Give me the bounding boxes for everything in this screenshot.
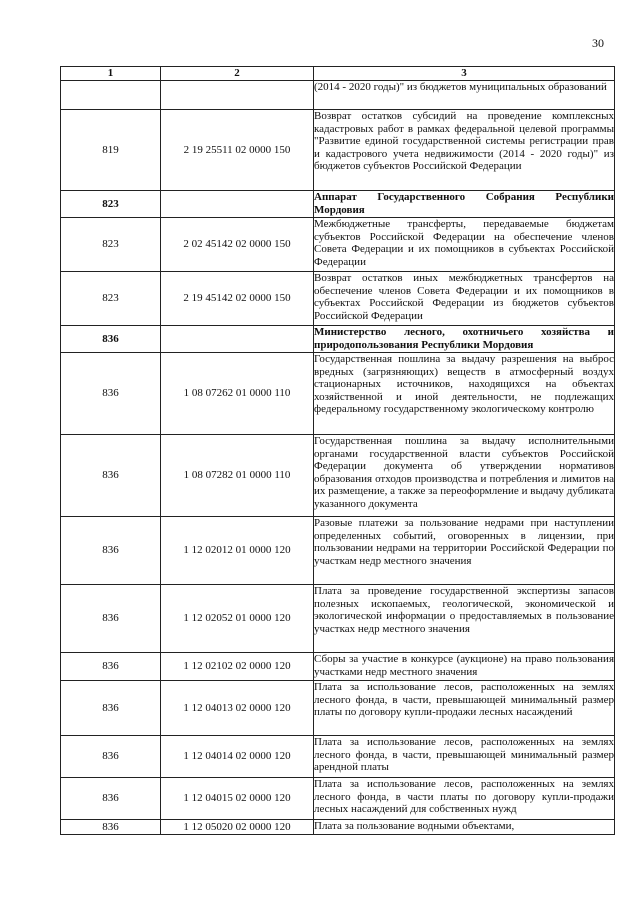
description-cell: Плата за использование лесов, расположенных на землях лесного фонда, в части, превышающей минимальный размер арендной платы bbox=[314, 736, 615, 778]
column-header-1: 1 bbox=[61, 67, 161, 81]
table-row bbox=[61, 585, 615, 653]
income-code-cell: 1 12 02102 02 0000 120 bbox=[161, 653, 314, 681]
table-row bbox=[61, 218, 615, 272]
table-row bbox=[61, 435, 615, 517]
income-code-cell bbox=[161, 191, 314, 218]
budget-codes-table bbox=[60, 66, 615, 835]
column-header-3: 3 bbox=[314, 67, 615, 81]
income-code-cell: 2 19 25511 02 0000 150 bbox=[161, 110, 314, 191]
table-row-section bbox=[61, 191, 615, 218]
table-row bbox=[61, 110, 615, 191]
page-number: 30 bbox=[592, 36, 604, 50]
admin-code-cell: 819 bbox=[61, 110, 161, 191]
column-header-2: 2 bbox=[161, 67, 314, 81]
description-cell: Возврат остатков субсидий на проведение комплексных кадастровых работ в рамках федеральной целевой программы "Развитие единой государственной системы регистрации прав и кадастрового учета недвижимости (2014 - 2020 годы)" из бюджетов субъектов Российской Федерации bbox=[314, 110, 615, 191]
income-code-cell: 1 12 05020 02 0000 120 bbox=[161, 820, 314, 835]
description-cell: Сборы за участие в конкурсе (аукционе) на право пользования участками недр местного значения bbox=[314, 653, 615, 681]
admin-code-cell: 836 bbox=[61, 736, 161, 778]
description-cell: Государственная пошлина за выдачу разрешения на выброс вредных (загрязняющих) веществ в атмосферный воздух стационарных источников, находящихся на объектах хозяйственной и иной деятельности, не подлежащих федеральному государственному экологическому контролю bbox=[314, 353, 615, 435]
description-cell: Плата за пользование водными объектами, bbox=[314, 820, 615, 835]
section-title-cell: Министерство лесного, охотничьего хозяйства и природопользования Республики Мордовия bbox=[314, 326, 614, 351]
table-header-row bbox=[61, 67, 615, 81]
table-row-section bbox=[61, 326, 615, 353]
income-code-cell bbox=[161, 326, 314, 353]
section-title-cell: Аппарат Государственного Собрания Республики Мордовия bbox=[314, 191, 614, 216]
income-code-cell: 1 08 07262 01 0000 110 bbox=[161, 353, 314, 435]
table-row bbox=[61, 81, 615, 110]
admin-code-cell: 836 bbox=[61, 778, 161, 820]
admin-code-cell: 836 bbox=[61, 517, 161, 585]
income-code-cell bbox=[161, 81, 314, 110]
description-cell: Разовые платежи за пользование недрами при наступлении определенных событий, оговоренных в лицензии, при пользовании недрами на территории Российской Федерации по участкам недр местного значения bbox=[314, 517, 615, 585]
description-cell: (2014 - 2020 годы)" из бюджетов муниципальных образований bbox=[314, 81, 615, 110]
admin-code-cell: 823 bbox=[61, 218, 161, 272]
admin-code-cell: 836 bbox=[61, 820, 161, 835]
admin-code-cell: 836 bbox=[61, 353, 161, 435]
description-cell: Плата за проведение государственной экспертизы запасов полезных ископаемых, геологической, экономической и экологической информации о предоставляемых в пользование участках недр местного значения bbox=[314, 585, 615, 653]
description-cell: Плата за использование лесов, расположенных на землях лесного фонда, в части платы по договору купли-продажи лесных насаждений для собственных нужд bbox=[314, 778, 615, 820]
admin-code-cell: 823 bbox=[61, 272, 161, 326]
admin-code-cell: 836 bbox=[61, 585, 161, 653]
table-row bbox=[61, 653, 615, 681]
admin-code-cell: 836 bbox=[61, 326, 161, 353]
income-code-cell: 1 12 04013 02 0000 120 bbox=[161, 681, 314, 736]
table-row bbox=[61, 681, 615, 736]
income-code-cell: 1 08 07282 01 0000 110 bbox=[161, 435, 314, 517]
table-row bbox=[61, 736, 615, 778]
admin-code-cell: 836 bbox=[61, 653, 161, 681]
admin-code-cell bbox=[61, 81, 161, 110]
admin-code-cell: 836 bbox=[61, 681, 161, 736]
table-row bbox=[61, 353, 615, 435]
income-code-cell: 1 12 04015 02 0000 120 bbox=[161, 778, 314, 820]
admin-code-cell: 836 bbox=[61, 435, 161, 517]
table-row bbox=[61, 820, 615, 835]
income-code-cell: 2 19 45142 02 0000 150 bbox=[161, 272, 314, 326]
income-code-cell: 2 02 45142 02 0000 150 bbox=[161, 218, 314, 272]
description-cell: Плата за использование лесов, расположенных на землях лесного фонда, в части, превышающей минимальный размер платы по договору купли-продажи лесных насаждений bbox=[314, 681, 615, 736]
description-cell: Государственная пошлина за выдачу исполнительными органами государственной власти субъектов Российской Федерации документа об утверждении нормативов образования отходов производства и потребления и лимитов на их размещение, а также за переоформление и выдачу дубликата указанного документа bbox=[314, 435, 615, 517]
income-code-cell: 1 12 04014 02 0000 120 bbox=[161, 736, 314, 778]
description-cell: Возврат остатков иных межбюджетных трансфертов на обеспечение членов Совета Федерации и их помощников в субъектах Российской Федерации из бюджетов субъектов Российской Федерации bbox=[314, 272, 615, 326]
admin-code-cell: 823 bbox=[61, 191, 161, 218]
table-row bbox=[61, 517, 615, 585]
income-code-cell: 1 12 02012 01 0000 120 bbox=[161, 517, 314, 585]
description-cell: Межбюджетные трансферты, передаваемые бюджетам субъектов Российской Федерации на обеспечение членов Совета Федерации и их помощников в субъектах Российской Федерации bbox=[314, 218, 615, 272]
income-code-cell: 1 12 02052 01 0000 120 bbox=[161, 585, 314, 653]
table-row bbox=[61, 272, 615, 326]
table-row bbox=[61, 778, 615, 820]
